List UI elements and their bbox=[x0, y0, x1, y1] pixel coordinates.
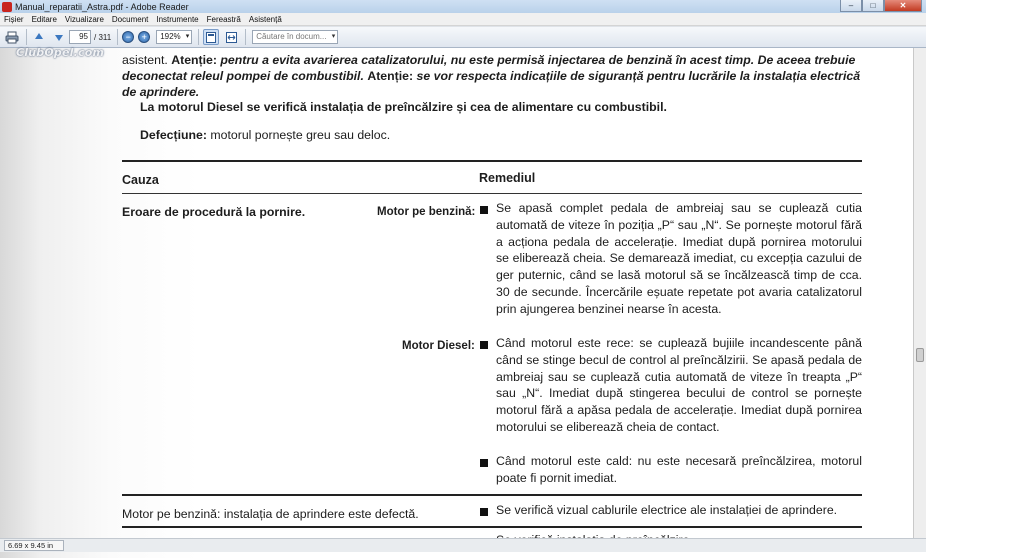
menu-window[interactable]: Fereastră bbox=[206, 14, 241, 24]
printer-icon bbox=[5, 31, 19, 44]
row1-cause: Eroare de procedură la pornire. bbox=[122, 205, 306, 219]
fault-label: Defecțiune: bbox=[140, 128, 207, 142]
diesel-check-heading: La motorul Diesel se verifică instalația de preîncălzire și cea de alimentare cu combustibil. bbox=[140, 100, 667, 114]
diesel-engine-label: Motor Diesel: bbox=[402, 340, 475, 352]
window-title: Manual_reparatii_Astra.pdf - Adobe Reader bbox=[15, 1, 189, 12]
zoom-in-button[interactable] bbox=[138, 31, 150, 43]
menu-edit[interactable]: Editare bbox=[31, 14, 57, 24]
menu-document[interactable]: Document bbox=[111, 14, 149, 24]
previous-page-button[interactable] bbox=[31, 29, 47, 45]
fit-page-icon bbox=[205, 31, 217, 44]
menu-help[interactable]: Asistență bbox=[248, 14, 282, 24]
fit-width-icon bbox=[225, 31, 238, 44]
table-row-rule bbox=[122, 494, 862, 496]
menu-tools[interactable]: Instrumente bbox=[156, 14, 199, 24]
row2-cause: Motor pe benzină: instalația de aprindere este defectă. bbox=[122, 507, 419, 521]
column-header-cause: Cauza bbox=[122, 173, 159, 187]
toolbar bbox=[0, 27, 926, 48]
page-number-input[interactable]: 95 bbox=[69, 30, 91, 44]
maximize-button[interactable]: □ bbox=[862, 0, 884, 12]
menu-bar bbox=[0, 13, 926, 26]
status-bar bbox=[0, 538, 926, 552]
chevron-down-icon: ▾ bbox=[331, 33, 336, 40]
next-page-button[interactable] bbox=[51, 29, 67, 45]
table-top-rule bbox=[122, 160, 862, 162]
bullet-icon bbox=[480, 508, 488, 516]
minimize-button[interactable]: – bbox=[840, 0, 862, 12]
zoom-level-value: 192% bbox=[160, 32, 181, 41]
document-viewport[interactable] bbox=[0, 48, 913, 538]
arrow-up-icon bbox=[33, 31, 45, 43]
toolbar-separator bbox=[198, 29, 199, 45]
intro-text-3: se vor respecta indicațiile de siguranță pentru lucrările la instalația electrică de aprindere. bbox=[122, 69, 861, 99]
fit-width-button[interactable] bbox=[223, 29, 239, 45]
zoom-out-button[interactable] bbox=[122, 31, 134, 43]
toolbar-separator bbox=[245, 29, 246, 45]
zoom-level-select[interactable] bbox=[156, 30, 192, 44]
petrol-remedy-text: Se apasă complet pedala de ambreiaj sau se cuplează cutia automată de viteze în poziția „P“ sau „N“. Se pornește motorul fără a acționa pedala de accelerație. Imediat după pornirea motorului se eliberează cheia. Se demarează imediat, cu excepția cazului de ger puternic, când se lasă motorul să se încălzească timp de cca. 30 de secunde. Încercările eșuate repetate pot avaria catalizatorul prin ajungerea benzinei nearse în acesta. bbox=[496, 201, 862, 316]
petrol-engine-label: Motor pe benzină: bbox=[377, 206, 476, 218]
minus-icon: − bbox=[125, 31, 131, 42]
intro-text-1: asistent. bbox=[122, 53, 172, 67]
intro-paragraph bbox=[122, 52, 862, 100]
scrollbar-thumb[interactable] bbox=[916, 348, 924, 362]
search-placeholder: Căutare în docum... bbox=[256, 32, 327, 41]
attention-label-2: Atenție: bbox=[367, 69, 414, 83]
print-button[interactable] bbox=[4, 29, 20, 45]
row2-remedy: Se verifică vizual cablurile electrice ale instalației de aprindere. bbox=[496, 503, 838, 517]
fault-line bbox=[140, 128, 390, 142]
page-size-indicator: 6.69 x 9.45 in bbox=[4, 540, 64, 551]
bullet-icon bbox=[480, 341, 488, 349]
plus-icon: + bbox=[141, 31, 147, 42]
table-header-rule bbox=[122, 193, 862, 194]
total-pages: / 311 bbox=[94, 32, 112, 42]
chevron-down-icon: ▾ bbox=[185, 33, 190, 40]
menu-view[interactable]: Vizualizare bbox=[64, 14, 104, 24]
vertical-scrollbar[interactable] bbox=[913, 48, 926, 538]
attention-label-1: Atenție: bbox=[171, 53, 217, 67]
fit-page-button[interactable] bbox=[203, 29, 219, 45]
fault-text: motorul pornește greu sau deloc. bbox=[206, 128, 391, 142]
toolbar-separator bbox=[117, 29, 118, 45]
desktop-background bbox=[926, 0, 1024, 552]
intro-text-2: pentru a evita avarierea catalizatorului, nu este permisă injectarea de benzină în acest timp. De aceea trebuie deconectat releul pompei de combustibil. bbox=[122, 53, 856, 83]
search-input[interactable] bbox=[252, 30, 338, 44]
table-row-rule bbox=[122, 526, 862, 528]
cluboprel-watermark: ClubOpel.com bbox=[16, 46, 105, 59]
pdf-page bbox=[0, 48, 913, 558]
window-controls bbox=[840, 0, 922, 12]
toolbar-separator bbox=[26, 29, 27, 45]
adobe-reader-icon bbox=[2, 2, 12, 12]
bullet-icon bbox=[480, 206, 488, 214]
column-header-remedy: Remediul bbox=[479, 171, 536, 185]
close-button[interactable]: ✕ bbox=[884, 0, 922, 12]
diesel-remedy-cold-text: Când motorul este rece: se cuplează bujiile incandescente până când se stinge becul de control al preîncălzirii. Se apasă pedala de ambreiaj sau se cuplează cutia automată de viteze în treapta „P“ sau „N“. Imediat după stingerea becului de control se pornește motorul fără a apăsa pedala de accelerație. Imediat după pornirea motorului se eliberează cheia de contact. bbox=[496, 336, 862, 434]
arrow-down-icon bbox=[53, 31, 65, 43]
bullet-icon bbox=[480, 459, 488, 467]
menu-file[interactable]: Fișier bbox=[4, 14, 24, 24]
diesel-remedy-warm-text: Când motorul este cald: nu este necesară preîncălzirea, motorul poate fi pornit imediat. bbox=[496, 454, 862, 485]
title-bar bbox=[0, 0, 926, 13]
